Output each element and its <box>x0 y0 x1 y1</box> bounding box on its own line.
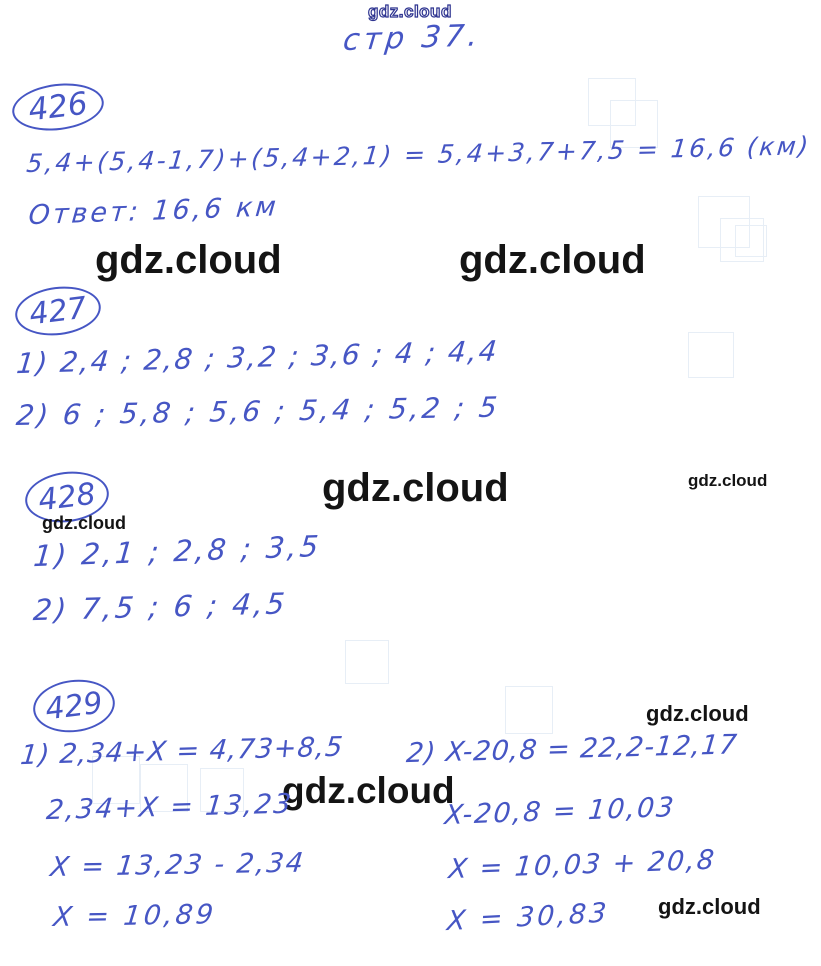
problem-429-right-line-1: 2) X-20,8 = 22,2-12,17 <box>405 729 740 770</box>
problem-429-left-line-2: 2,34+X = 13,23 <box>45 788 295 827</box>
problem-429-right-line-4: X = 30,83 <box>445 897 611 938</box>
watermark-black-small: gdz.cloud <box>688 471 768 490</box>
grid-fragment <box>688 332 734 378</box>
grid-fragment <box>505 686 553 734</box>
problem-427-line-1: 1) 2,4 ; 2,8 ; 3,2 ; 3,6 ; 4 ; 4,4 <box>14 334 501 381</box>
watermark-top: gdz.cloud <box>368 2 452 21</box>
watermark-black-small: gdz.cloud <box>658 894 761 919</box>
watermark-black: gdz.cloud <box>322 466 509 510</box>
problem-428-line-2: 2) 7,5 ; 6 ; 4,5 <box>31 586 290 628</box>
problem-427-badge: 427 <box>12 282 103 340</box>
grid-fragment <box>735 225 767 257</box>
watermark-black: gdz.cloud <box>459 238 646 282</box>
problem-429-left-line-3: X = 13,23 - 2,34 <box>48 847 307 884</box>
watermark-black-small: gdz.cloud <box>646 701 749 726</box>
grid-fragment <box>345 640 389 684</box>
grid-fragment <box>588 78 636 126</box>
problem-426-equation: 5,4+(5,4-1,7)+(5,4+2,1) = 5,4+3,7+7,5 = 16,6 (км) <box>25 131 813 179</box>
problem-427-line-2: 2) 6 ; 5,8 ; 5,6 ; 5,4 ; 5,2 ; 5 <box>14 390 502 433</box>
grid-fragment <box>720 218 764 262</box>
problem-428-line-1: 1) 2,1 ; 2,8 ; 3,5 <box>32 528 323 574</box>
grid-fragment <box>698 196 750 248</box>
problem-429-right-line-3: X = 10,03 + 20,8 <box>447 844 718 886</box>
problem-429-badge: 429 <box>30 675 118 737</box>
page-number: стр 37. <box>341 18 484 59</box>
problem-428-badge: 428 <box>22 467 111 527</box>
watermark-black: gdz.cloud <box>282 770 455 811</box>
problem-426-answer: Ответ: 16,6 км <box>27 191 281 232</box>
watermark-black-small: gdz.cloud <box>42 513 126 533</box>
watermark-black: gdz.cloud <box>95 238 282 282</box>
problem-429-left-line-4: X = 10,89 <box>51 899 218 934</box>
problem-429-right-line-2: X-20,8 = 10,03 <box>443 791 677 832</box>
problem-429-left-line-1: 1) 2,34+X = 4,73+8,5 <box>19 731 345 772</box>
problem-426-badge: 426 <box>10 79 107 136</box>
